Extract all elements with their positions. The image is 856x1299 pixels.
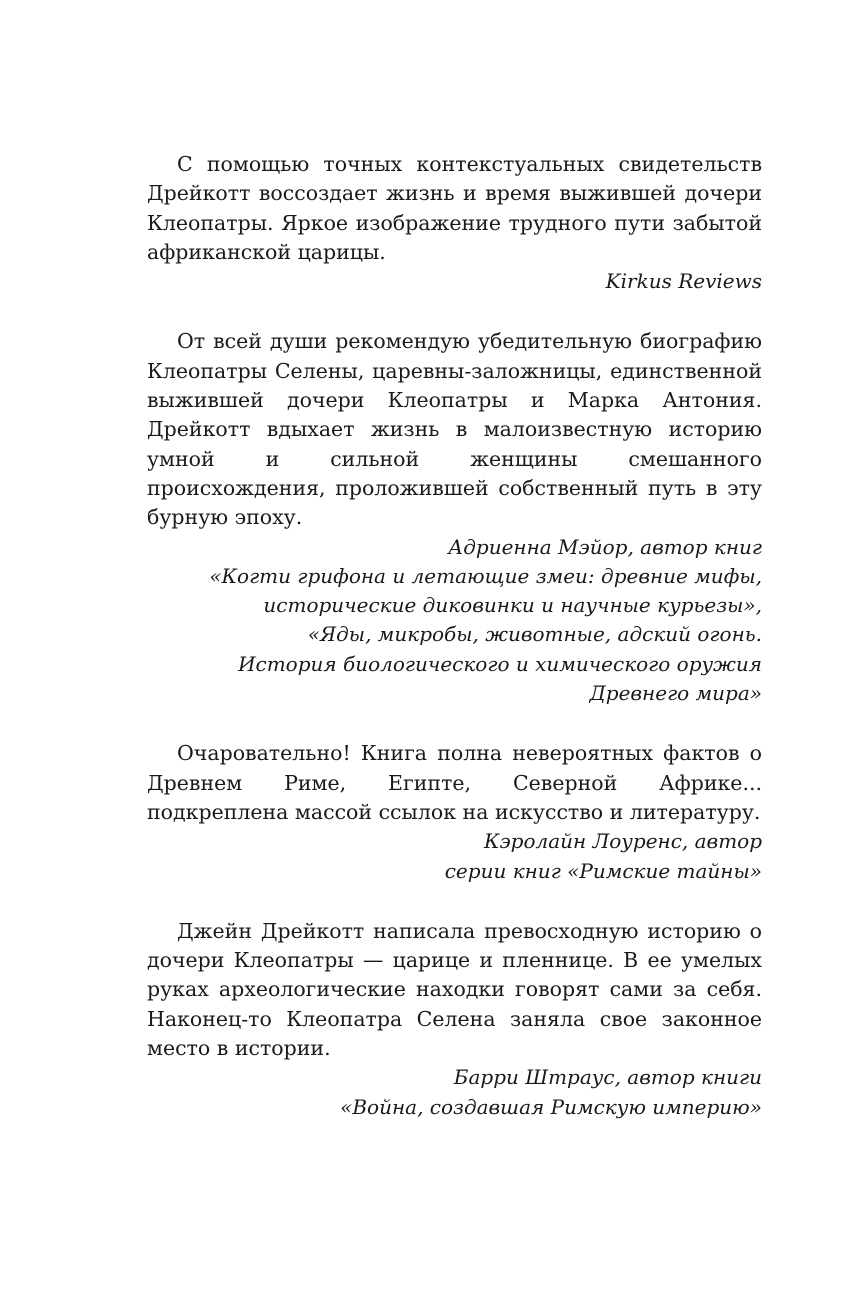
review-attribution: [147, 1063, 762, 1122]
review-text: От всей души рекомендую убедительную биографию Клеопатры Селены, царевны-заложницы, единственной выжившей дочери Клеопатры и Марка Антония. Дрейкотт вдыхает жизнь в малоизвестную историю умной и сильной женщины смешанного происхождения, проложившей собственный путь в эту бурную эпоху.: [147, 329, 762, 530]
attribution-line: Kirkus Reviews: [605, 269, 762, 294]
review-attribution: [147, 533, 762, 709]
attribution-line: История биологического и химического оружия: [238, 651, 762, 676]
review-blurb: [147, 917, 762, 1122]
review-page: [147, 150, 762, 1122]
review-attribution: [147, 267, 762, 296]
review-text: Очаровательно! Книга полна невероятных фактов о Древнем Риме, Египте, Северной Африке... подкреплена массой ссылок на искусство и литературу.: [147, 741, 762, 824]
review-blurb: [147, 739, 762, 885]
attribution-line: «Яды, микробы, животные, адский огонь.: [307, 622, 762, 647]
review-text: С помощью точных контекстуальных свидетельств Дрейкотт воссоздает жизнь и время выжившей дочери Клеопатры. Яркое изображение трудного пути забытой африканской царицы.: [147, 152, 762, 264]
attribution-line: Адриенна Мэйор, автор книг: [448, 534, 762, 559]
attribution-line: серии книг «Римские тайны»: [444, 858, 762, 883]
review-blurb: [147, 327, 762, 708]
attribution-line: исторические диковинки и научные курьезы»,: [263, 593, 762, 618]
attribution-line: Барри Штраус, автор книги: [453, 1065, 762, 1090]
attribution-line: «Война, создавшая Римскую империю»: [340, 1094, 762, 1119]
review-attribution: [147, 827, 762, 886]
attribution-line: «Когти грифона и летающие змеи: древние мифы,: [209, 563, 762, 588]
review-blurb: [147, 150, 762, 296]
attribution-line: Кэролайн Лоуренс, автор: [483, 829, 762, 854]
review-text: Джейн Дрейкотт написала превосходную историю о дочери Клеопатры — царице и пленнице. В ее умелых руках археологические находки говорят сами за себя. Наконец-то Клеопатра Селена заняла свое законное место в истории.: [147, 918, 762, 1061]
attribution-line: Древнего мира»: [589, 681, 762, 706]
